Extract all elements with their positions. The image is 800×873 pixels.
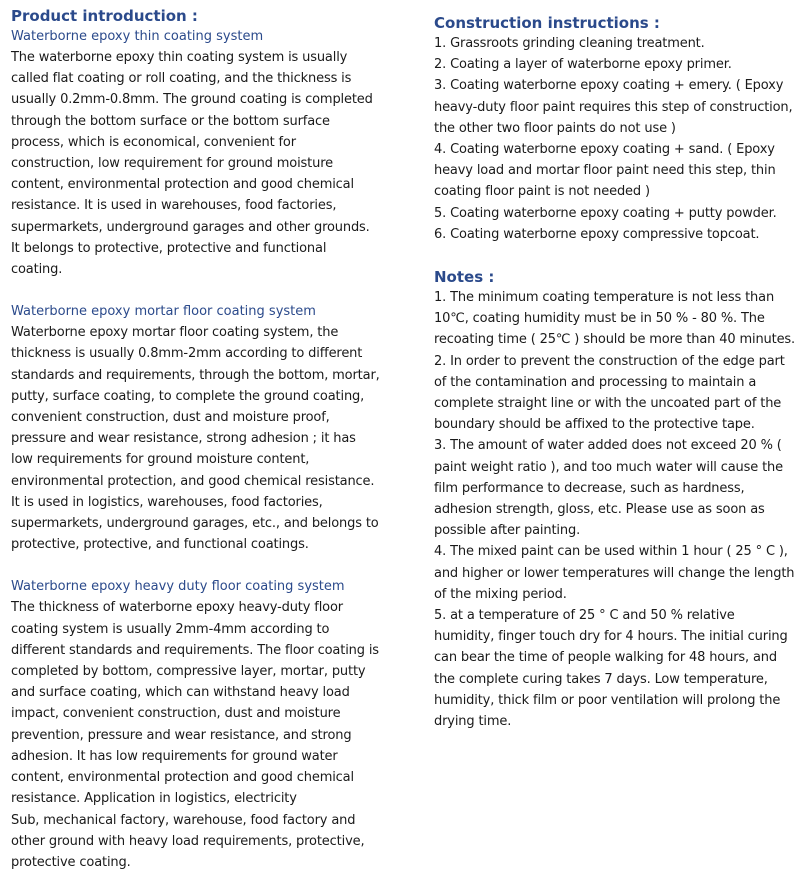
section-title: Waterborne epoxy heavy duty floor coating system [11, 576, 381, 597]
list-item: 2. In order to prevent the construction of the edge part of the contamination and processing to maintain a complete straight line or with the uncoated part of the boundary should be affixed to the protective tape. [434, 351, 796, 436]
section-title: Waterborne epoxy thin coating system [11, 26, 381, 47]
list-item: 1. Grassroots grinding cleaning treatment. [434, 33, 796, 54]
product-introduction-heading: Product introduction : [11, 6, 381, 26]
mortar-coating-section [11, 301, 381, 555]
section-body: The waterborne epoxy thin coating system is usually called flat coating or roll coating, and the thickness is usually 0.2mm-0.8mm. The ground coating is completed through the bottom surface or the bottom surface process, which is economical, convenient for construction, low requirement for ground moisture content, environmental protection and good chemical resistance. It is used in warehouses, food factories, supermarkets, underground garages and other grounds. It belongs to protective, protective and functional coating. [11, 47, 381, 280]
construction-steps-list [434, 33, 796, 245]
list-item: 5. Coating waterborne epoxy coating + putty powder. [434, 203, 796, 224]
construction-instructions-heading: Construction instructions : [434, 13, 796, 33]
list-item: 2. Coating a layer of waterborne epoxy primer. [434, 54, 796, 75]
product-introduction-column [11, 6, 381, 873]
instructions-column [434, 13, 796, 732]
thin-coating-section [11, 26, 381, 280]
notes-heading: Notes : [434, 267, 796, 287]
list-item: 3. Coating waterborne epoxy coating + emery. ( Epoxy heavy-duty floor paint requires this step of construction, the other two floor paints do not use ) [434, 75, 796, 139]
notes-list [434, 287, 796, 732]
list-item: 6. Coating waterborne epoxy compressive topcoat. [434, 224, 796, 245]
list-item: 5. at a temperature of 25 ° C and 50 % relative humidity, finger touch dry for 4 hours. The initial curing can bear the time of people walking for 48 hours, and the complete curing takes 7 days. Low temperature, humidity, thick film or poor ventilation will prolong the drying time. [434, 605, 796, 732]
list-item: 1. The minimum coating temperature is not less than 10℃, coating humidity must be in 50 % - 80 %. The recoating time ( 25℃ ) should be more than 40 minutes. [434, 287, 796, 351]
section-body-continued: Sub, mechanical factory, warehouse, food factory and other ground with heavy load requirements, protective, protective coating. [11, 810, 381, 873]
section-body: Waterborne epoxy mortar floor coating system, the thickness is usually 0.8mm-2mm according to different standards and requirements, through the bottom, mortar, putty, surface coating, to complete the ground coating, convenient construction, dust and moisture proof, pressure and wear resistance, strong adhesion ; it has low requirements for ground moisture content, environmental protection, and good chemical resistance. It is used in logistics, warehouses, food factories, supermarkets, underground garages, etc., and belongs to protective, protective, and functional coatings. [11, 322, 381, 555]
section-title: Waterborne epoxy mortar floor coating system [11, 301, 381, 322]
section-body: The thickness of waterborne epoxy heavy-duty floor coating system is usually 2mm-4mm according to different standards and requirements. The floor coating is completed by bottom, compressive layer, mortar, putty and surface coating, which can withstand heavy load impact, convenient construction, dust and moisture prevention, pressure and wear resistance, and strong adhesion. It has low requirements for ground water content, environmental protection and good chemical resistance. Application in logistics, electricity [11, 597, 381, 809]
list-item: 4. Coating waterborne epoxy coating + sand. ( Epoxy heavy load and mortar floor paint need this step, thin coating floor paint is not needed ) [434, 139, 796, 203]
list-item: 3. The amount of water added does not exceed 20 % ( paint weight ratio ), and too much water will cause the film performance to decrease, such as hardness, adhesion strength, gloss, etc. Please use as soon as possible after painting. [434, 435, 796, 541]
list-item: 4. The mixed paint can be used within 1 hour ( 25 ° C ), and higher or lower temperatures will change the length of the mixing period. [434, 541, 796, 605]
heavy-duty-coating-section [11, 576, 381, 873]
